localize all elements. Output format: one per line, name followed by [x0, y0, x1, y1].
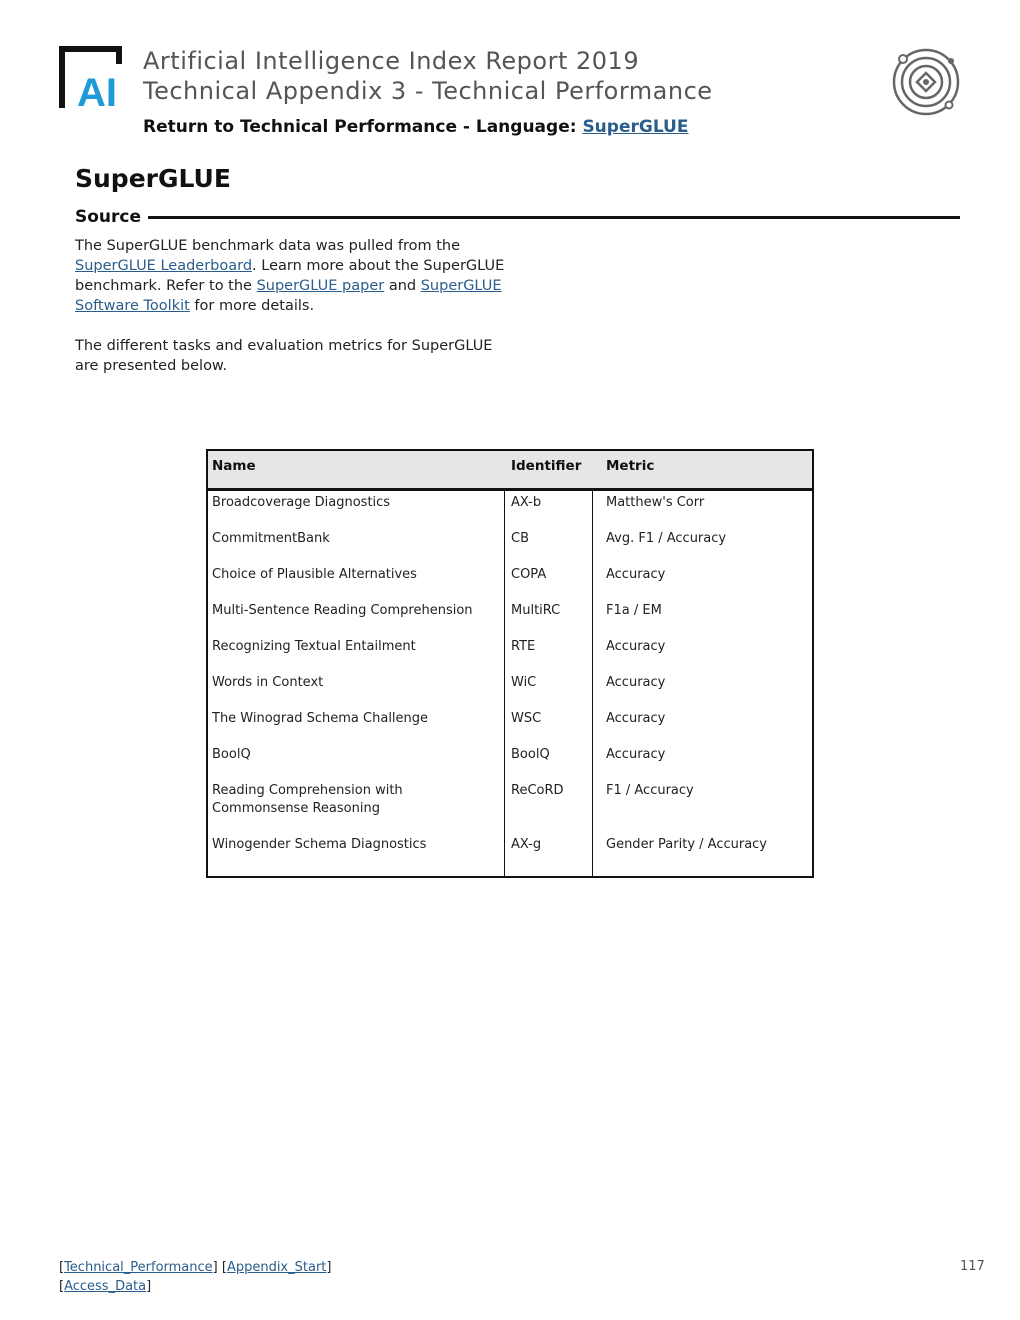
- svg-text:AI: AI: [77, 71, 117, 110]
- para-text-3: and: [384, 278, 421, 294]
- column-divider: [592, 491, 593, 876]
- cell-name: Broadcoverage Diagnostics: [212, 495, 391, 510]
- cell-metric: Gender Parity / Accuracy: [606, 837, 768, 852]
- cell-metric: F1a / EM: [606, 603, 662, 618]
- return-superglue-link[interactable]: SuperGLUE: [582, 117, 689, 137]
- return-breadcrumb: [143, 117, 688, 137]
- page-number: 117: [960, 1259, 985, 1274]
- cell-name: Multi-Sentence Reading Comprehension: [212, 603, 473, 618]
- table-header-row: [208, 451, 812, 491]
- cell-metric: Accuracy: [606, 567, 666, 582]
- cell-metric: Accuracy: [606, 747, 666, 762]
- planet-orbit-icon: [889, 45, 963, 119]
- cell-identifier: MultiRC: [511, 603, 561, 618]
- appendix-start-link[interactable]: Appendix_Start: [226, 1260, 327, 1275]
- para-text-4: for more details.: [189, 298, 315, 314]
- report-title: [143, 46, 713, 106]
- para-text-2: . Learn more about the SuperGLUE benchmark. Refer to the: [75, 258, 505, 294]
- cell-name: Recognizing Textual Entailment: [212, 639, 416, 654]
- cell-identifier: AX-g: [511, 837, 542, 852]
- cell-metric: F1 / Accuracy: [606, 783, 694, 798]
- cell-name: The Winograd Schema Challenge: [212, 711, 429, 726]
- superglue-toolkit-link[interactable]: SuperGLUE Software Toolkit: [75, 278, 502, 314]
- source-heading: Source: [75, 207, 142, 227]
- cell-identifier: CB: [511, 531, 529, 546]
- cell-identifier: WSC: [511, 711, 542, 726]
- cell-metric: Matthew's Corr: [606, 495, 705, 510]
- superglue-leaderboard-link[interactable]: SuperGLUE Leaderboard: [75, 258, 253, 274]
- superglue-tasks-table: [206, 449, 814, 878]
- cell-metric: Accuracy: [606, 639, 666, 654]
- cell-metric: Avg. F1 / Accuracy: [606, 531, 727, 546]
- cell-name: Words in Context: [212, 675, 324, 690]
- header-identifier: Identifier: [511, 458, 582, 474]
- footer-line-1: [Technical_Performance] [Appendix_Start]: [59, 1260, 332, 1275]
- cell-identifier: COPA: [511, 567, 547, 582]
- cell-identifier: RTE: [511, 639, 536, 654]
- cell-identifier: WiC: [511, 675, 537, 690]
- superglue-paper-link[interactable]: SuperGLUE paper: [256, 278, 385, 294]
- header-name: Name: [212, 458, 256, 474]
- section-divider: [148, 216, 960, 219]
- header-metric: Metric: [606, 458, 655, 474]
- cell-identifier: AX-b: [511, 495, 542, 510]
- tasks-intro-paragraph: The different tasks and evaluation metrics for SuperGLUE are presented below.: [75, 338, 493, 374]
- cell-name: BoolQ: [212, 747, 251, 762]
- ai-index-logo: [59, 46, 131, 110]
- footer-line-2: [Access_Data]: [59, 1279, 152, 1294]
- column-divider: [504, 491, 505, 876]
- page-title: SuperGLUE: [75, 164, 231, 193]
- source-paragraph: [75, 236, 515, 316]
- footer-nav: [59, 1258, 331, 1296]
- cell-identifier: BoolQ: [511, 747, 550, 762]
- report-title-line2: Technical Appendix 3 - Technical Performance: [143, 77, 713, 105]
- report-title-line1: Artificial Intelligence Index Report 2019: [143, 47, 640, 75]
- cell-metric: Accuracy: [606, 675, 666, 690]
- technical-performance-link[interactable]: Technical_Performance: [64, 1260, 213, 1275]
- cell-name: Reading Comprehension with Commonsense Reasoning: [212, 783, 403, 816]
- cell-name: Choice of Plausible Alternatives: [212, 567, 417, 582]
- cell-identifier: ReCoRD: [511, 783, 564, 798]
- return-prefix: Return to Technical Performance - Language:: [143, 117, 583, 137]
- access-data-link[interactable]: Access_Data: [64, 1279, 147, 1294]
- cell-name: Winogender Schema Diagnostics: [212, 837, 427, 852]
- cell-metric: Accuracy: [606, 711, 666, 726]
- para-text-1: The SuperGLUE benchmark data was pulled from the: [75, 238, 461, 254]
- cell-name: CommitmentBank: [212, 531, 330, 546]
